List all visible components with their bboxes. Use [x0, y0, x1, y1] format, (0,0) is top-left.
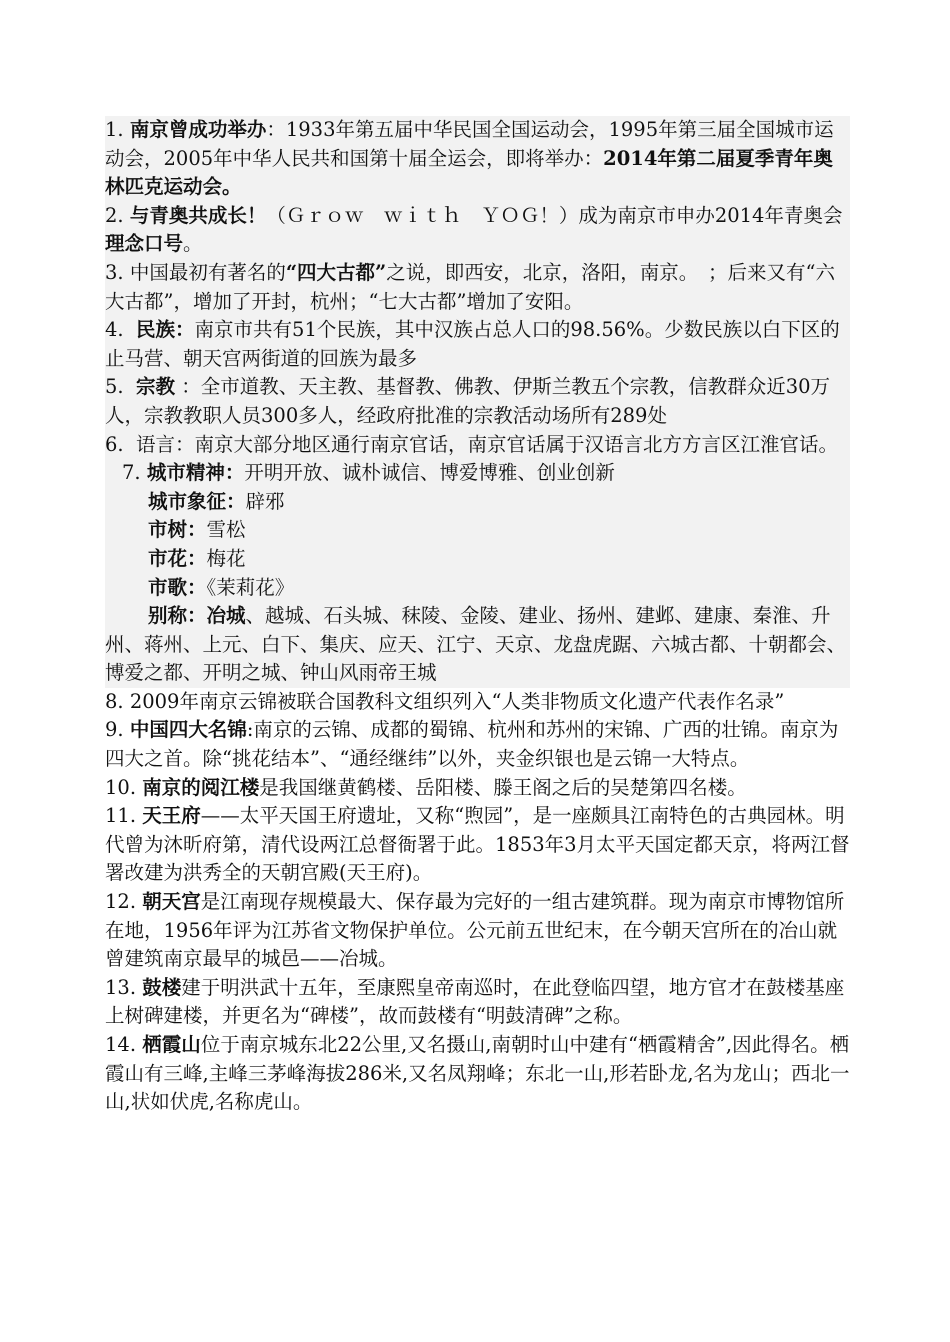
- item-number: 2.: [105, 203, 124, 227]
- item-number: 14.: [105, 1033, 137, 1056]
- item-number: 7.: [122, 461, 141, 485]
- item-number: 6.: [105, 432, 124, 456]
- item-text: 1933年第五届中华民国全国运动会，1995年第三届全国城市运动会，2005年中华人民共和国第十届全运会，即将举办：: [105, 118, 834, 170]
- item-13: [105, 974, 850, 1031]
- item-text: 是我国继黄鹤楼、岳阳楼、滕王阁之后的吴楚第四名楼。: [259, 775, 747, 799]
- item-text: 2009年南京云锦被联合国教科文组织列入“人类非物质文化遗产代表作名录”: [129, 689, 785, 713]
- item-text: 辟邪: [245, 489, 285, 513]
- item-7-song: [105, 574, 850, 603]
- item-bold-text: 冶城: [206, 604, 246, 628]
- item-heading: 中国四大名锦: [129, 718, 247, 742]
- item-number: 9.: [105, 718, 124, 742]
- item-heading: 南京曾成功举办: [129, 118, 267, 141]
- item-text: ：全市道教、天主教、基督教、佛教、伊斯兰教五个宗教，信教群众近30万人，宗教教职人员300多人，经政府批准的宗教活动场所有289处: [105, 375, 831, 427]
- item-heading: 别称：: [148, 604, 207, 628]
- item-heading: 南京的阅江楼: [142, 775, 260, 799]
- item-bold-tail: 理念口号: [105, 232, 184, 256]
- item-number: 13.: [105, 975, 137, 999]
- item-text: 是江南现存规模最大、保存最为完好的一组古建筑群。现为南京市博物馆所在地，1956年评为江苏省文物保护单位。公元前五世纪末，在今朝天宫所在的冶山就曾建筑南京最早的城邑——冶城。: [105, 890, 845, 971]
- item-text: 、越城、石头城、秣陵、金陵、建业、扬州、建邺、建康、秦淮、升州、蒋州、上元、白下、集庆、应天、江宁、天京、龙盘虎踞、六城古都、十朝都会、博爱之都、开明之城、钟山风雨帝王城: [105, 604, 847, 685]
- item-number: 5.: [105, 375, 124, 399]
- item-text: 中国最初有著名的: [129, 260, 286, 284]
- item-number: 3.: [105, 260, 124, 284]
- item-heading: 城市象征：: [148, 489, 246, 513]
- item-text: 建于明洪武十五年，至康熙皇帝南巡时，在此登临四望，地方官才在鼓楼基座上树碑建楼，并更名为“碑楼”，故而鼓楼有“明鼓清碑”之称。: [105, 975, 845, 1028]
- item-6: [105, 431, 850, 460]
- item-5: [105, 373, 850, 430]
- document-body: [105, 116, 850, 1117]
- item-end: 。: [183, 232, 203, 256]
- item-3: [105, 259, 850, 316]
- item-text: （Ｇｒｏｗ ｗｉｔｈ ＹＯＧ！）成为南京市申办2014年青奥会: [266, 203, 843, 227]
- item-number: 8.: [105, 689, 124, 713]
- item-14: [105, 1031, 850, 1117]
- item-number: 10.: [105, 775, 137, 799]
- item-bold-mid: “四大古都”: [285, 260, 387, 284]
- item-heading: 栖霞山: [142, 1033, 201, 1056]
- item-text: 位于南京城东北22公里,又名摄山,南朝时山中建有“栖霞精舍”,因此得名。栖霞山有三峰,主峰三茅峰海拔286米,又名凤翔峰；东北一山,形若卧龙,名为龙山；西北一山,状如伏虎,名称虎山。: [105, 1033, 850, 1114]
- item-11: [105, 802, 850, 888]
- item-text: 雪松: [206, 518, 246, 542]
- item-12: [105, 888, 850, 974]
- item-heading: 城市精神：: [146, 461, 245, 485]
- item-text-b: 之说，即西安，北京，洛阳，南京。 ；后来又有“六大古都”，增加了开封，杭州；“七大古都”增加了安阳。: [105, 260, 835, 313]
- item-heading: 市歌：: [148, 575, 207, 599]
- item-10: [105, 774, 850, 803]
- item-7-alias: [105, 602, 850, 688]
- item-bold-tail: 2014年第二届夏季青年奥林匹克运动会。: [105, 146, 833, 199]
- item-number: 12.: [105, 890, 137, 914]
- item-heading: 市树：: [148, 518, 207, 542]
- item-number: 11.: [105, 804, 137, 828]
- item-colon: ：: [266, 118, 286, 141]
- item-7-flower: [105, 545, 850, 574]
- item-text: 开明开放、诚朴诚信、博爱博雅、创业创新: [244, 461, 615, 485]
- item-number: 4.: [105, 318, 124, 342]
- item-7-symbol: [105, 488, 850, 517]
- item-heading: 市花：: [148, 546, 207, 570]
- item-8: [105, 688, 850, 717]
- item-text: :南京的云锦、成都的蜀锦、杭州和苏州的宋锦、广西的壮锦。南京为四大之首。除“挑花结本”、“通经继纬”以外，夹金织银也是云锦一大特点。: [105, 718, 839, 771]
- item-text: 语言：南京大部分地区通行南京官话，南京官话属于汉语言北方方言区江淮官话。: [136, 432, 839, 456]
- item-4: [105, 316, 850, 373]
- item-heading: 朝天宫: [142, 890, 201, 914]
- item-2: [105, 202, 850, 259]
- item-7-spirit: [105, 459, 850, 488]
- item-9: [105, 716, 850, 773]
- item-text: 南京市共有51个民族，其中汉族占总人口的98.56%。少数民族以白下区的止马营、朝天宫两街道的回族为最多: [105, 318, 840, 370]
- item-heading: 民族：: [136, 318, 195, 342]
- item-heading: 鼓楼: [142, 975, 182, 999]
- item-heading: 天王府: [142, 804, 201, 828]
- item-text: 梅花: [206, 546, 246, 570]
- item-number: 1.: [105, 118, 124, 141]
- item-heading: 宗教: [136, 375, 176, 399]
- item-heading: 与青奥共成长！: [129, 203, 267, 227]
- item-text: 《茉莉花》: [206, 575, 295, 599]
- item-7-tree: [105, 516, 850, 545]
- item-1: [105, 116, 850, 202]
- item-text: ——太平天国王府遗址，又称“煦园”，是一座颇具江南特色的古典园林。明代曾为沐昕府第，清代设两江总督衙署于此。1853年3月太平天国定都天京，将两江督署改建为洪秀全的天朝宫殿(天王府)。: [105, 804, 850, 885]
